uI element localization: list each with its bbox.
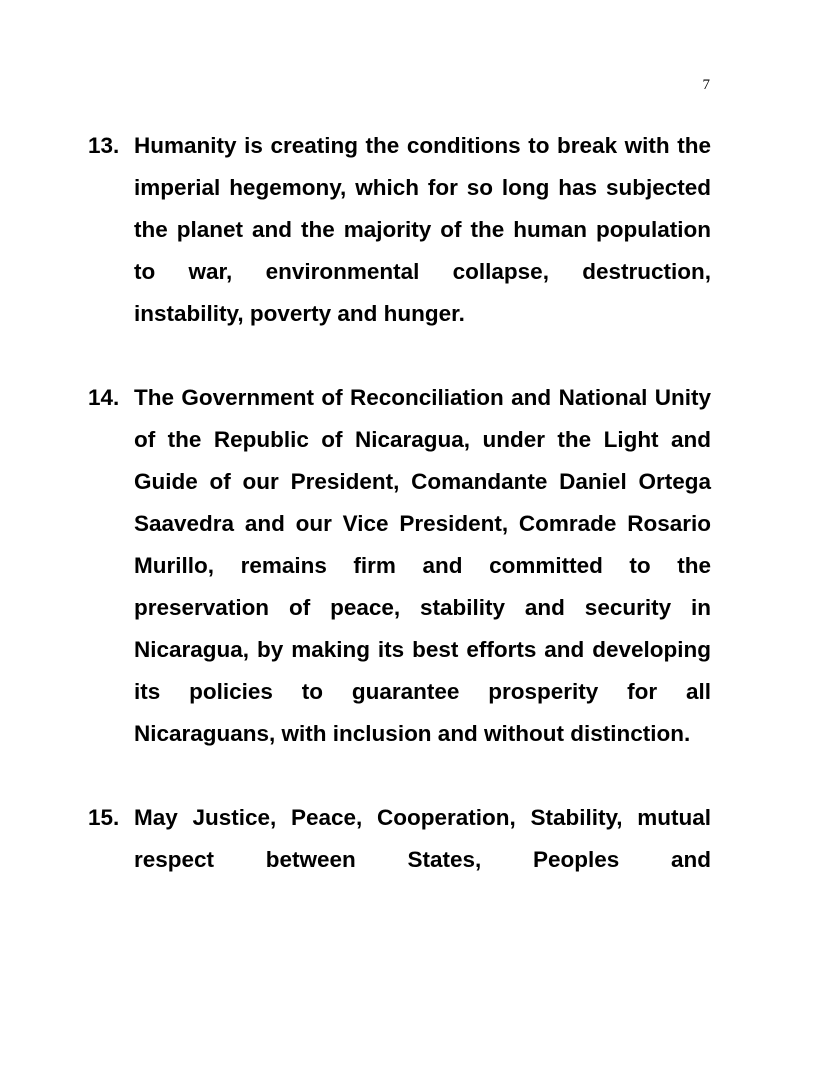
- paragraph-number: 15.: [88, 805, 120, 830]
- paragraph-text: The Government of Reconciliation and National Unity of the Republic of Nicaragua, under the Light and Guide of our President, Comandante Daniel Ortega Saavedra and our Vice President, Comrade Rosario Murillo, remains firm and committed to the preservation of peace, stability and security in Nicaragua, by making its best efforts and developing its policies to guarantee prosperity for all Nicaraguans, with inclusion and without distinction.: [134, 385, 711, 746]
- document-body: [88, 125, 711, 923]
- numbered-paragraph-13: [88, 125, 711, 335]
- paragraph-text: May Justice, Peace, Cooperation, Stability, mutual respect between States, Peoples and: [134, 805, 711, 872]
- paragraph-text: Humanity is creating the conditions to break with the imperial hegemony, which for so long has subjected the planet and the majority of the human population to war, environmental collapse, destruction, instability, poverty and hunger.: [134, 133, 711, 326]
- numbered-paragraph-15: [88, 797, 711, 881]
- numbered-paragraph-14: [88, 377, 711, 755]
- page-number: 7: [702, 77, 710, 93]
- paragraph-number: 14.: [88, 385, 120, 410]
- paragraph-number: 13.: [88, 133, 120, 158]
